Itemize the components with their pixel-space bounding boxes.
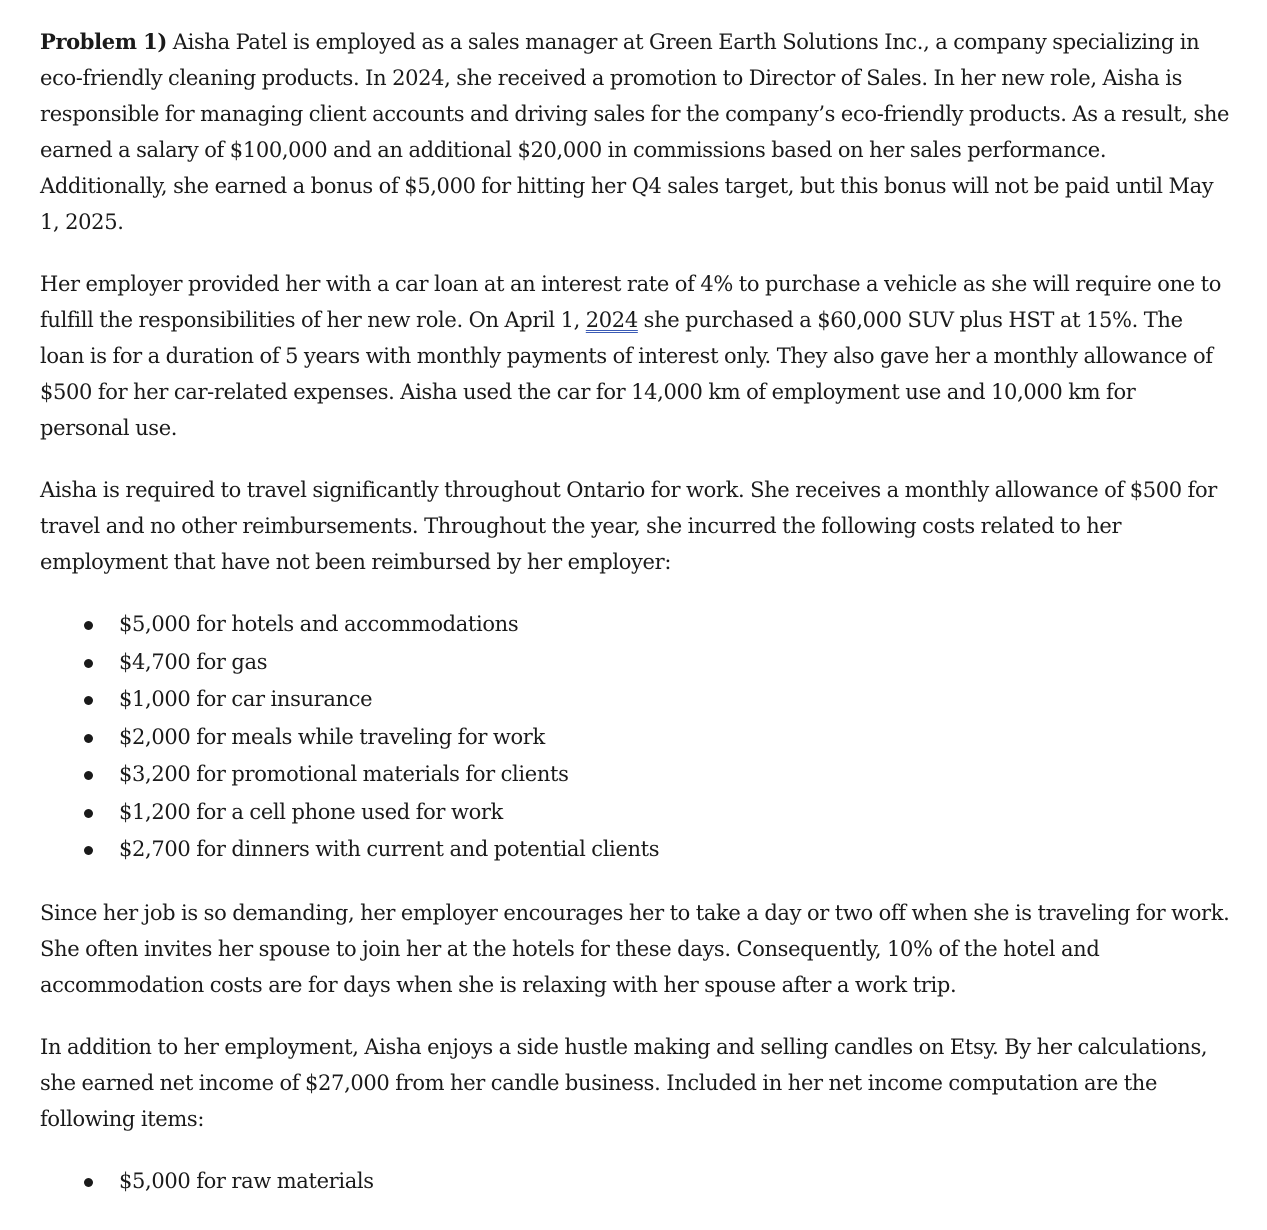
list-item: [40, 1163, 1230, 1201]
car-loan-text-before: Her employer provided her with a car loan at an interest rate of 4% to purchase a vehicle as she will require one to fulfill the responsibilities of her new role. On April 1,: [40, 272, 1222, 332]
list-item-text: $5,000 for hotels and accommodations: [119, 612, 519, 636]
problem-intro-paragraph: [40, 24, 1230, 240]
list-item: [40, 606, 1230, 644]
business-paragraph: In addition to her employment, Aisha enjoys a side hustle making and selling candles on Etsy. By her calculations, she earned net income of $27,000 from her candle business. Included in her net income computation are the following items:: [40, 1034, 1208, 1131]
list-item-text: $3,200 for promotional materials for clients: [119, 762, 569, 786]
list-item-text: $2,700 for dinners with current and potential clients: [119, 837, 660, 861]
bullet-icon: [84, 771, 93, 780]
travel-costs-list: [40, 606, 1230, 869]
document-page: [40, 24, 1230, 1226]
list-item: [40, 644, 1230, 682]
travel-paragraph: Aisha is required to travel significantly throughout Ontario for work. She receives a monthly allowance of $500 for travel and no other reimbursements. Throughout the year, she incurred the following costs related to her employment that have not been reimbursed by her employer:: [40, 478, 1217, 574]
list-item: [40, 719, 1230, 757]
list-item-text: $5,000 for raw materials: [119, 1168, 374, 1193]
bullet-icon: [84, 621, 93, 630]
spouse-paragraph: Since her job is so demanding, her employer encourages her to take a day or two off when she is traveling for work. She often invites her spouse to join her at the hotels for these days. Consequently, 10% of the hotel and accommodation costs are for days when she is relaxing with her spouse after a work trip.: [40, 900, 1230, 997]
car-loan-text-after: she purchased a $60,000 SUV plus HST at 15%. The loan is for a duration of 5 years with monthly payments of interest only. They also gave her a monthly allowance of $500 for her car-related expenses. Aisha used the car for 14,000 km of employment use and 10,000 km for personal use.: [40, 308, 1213, 440]
car-loan-paragraph: [40, 266, 1230, 446]
list-item-text: $4,700 for gas: [119, 649, 268, 674]
bullet-icon: [84, 846, 93, 855]
list-item-text: $1,000 for car insurance: [119, 687, 373, 711]
list-item: [40, 794, 1230, 832]
bullet-icon: [84, 659, 93, 668]
business-items-list: [40, 1163, 1230, 1201]
car-loan-year: 2024: [585, 308, 638, 332]
list-item: [40, 831, 1230, 869]
bullet-icon: [84, 734, 93, 743]
list-item-text: $1,200 for a cell phone used for work: [119, 799, 503, 824]
bullet-icon: [84, 1178, 93, 1187]
problem-intro-text: Aisha Patel is employed as a sales manager at Green Earth Solutions Inc., a company specializing in eco-friendly cleaning products. In 2024, she received a promotion to Director of Sales. In her new role, Aisha is responsible for managing client accounts and driving sales for the company’s eco-friendly products. As a result, she earned a salary of $100,000 and an additional $20,000 in commissions based on her sales performance. Additionally, she earned a bonus of $5,000 for hitting her Q4 sales target, but this bonus will not be paid until May 1, 2025.: [40, 30, 1230, 234]
bullet-icon: [84, 696, 93, 705]
list-item: [40, 681, 1230, 719]
problem-label: Problem 1): [40, 29, 167, 54]
list-item: [40, 756, 1230, 794]
list-item-text: $2,000 for meals while traveling for work: [119, 724, 545, 749]
bullet-icon: [84, 809, 93, 818]
